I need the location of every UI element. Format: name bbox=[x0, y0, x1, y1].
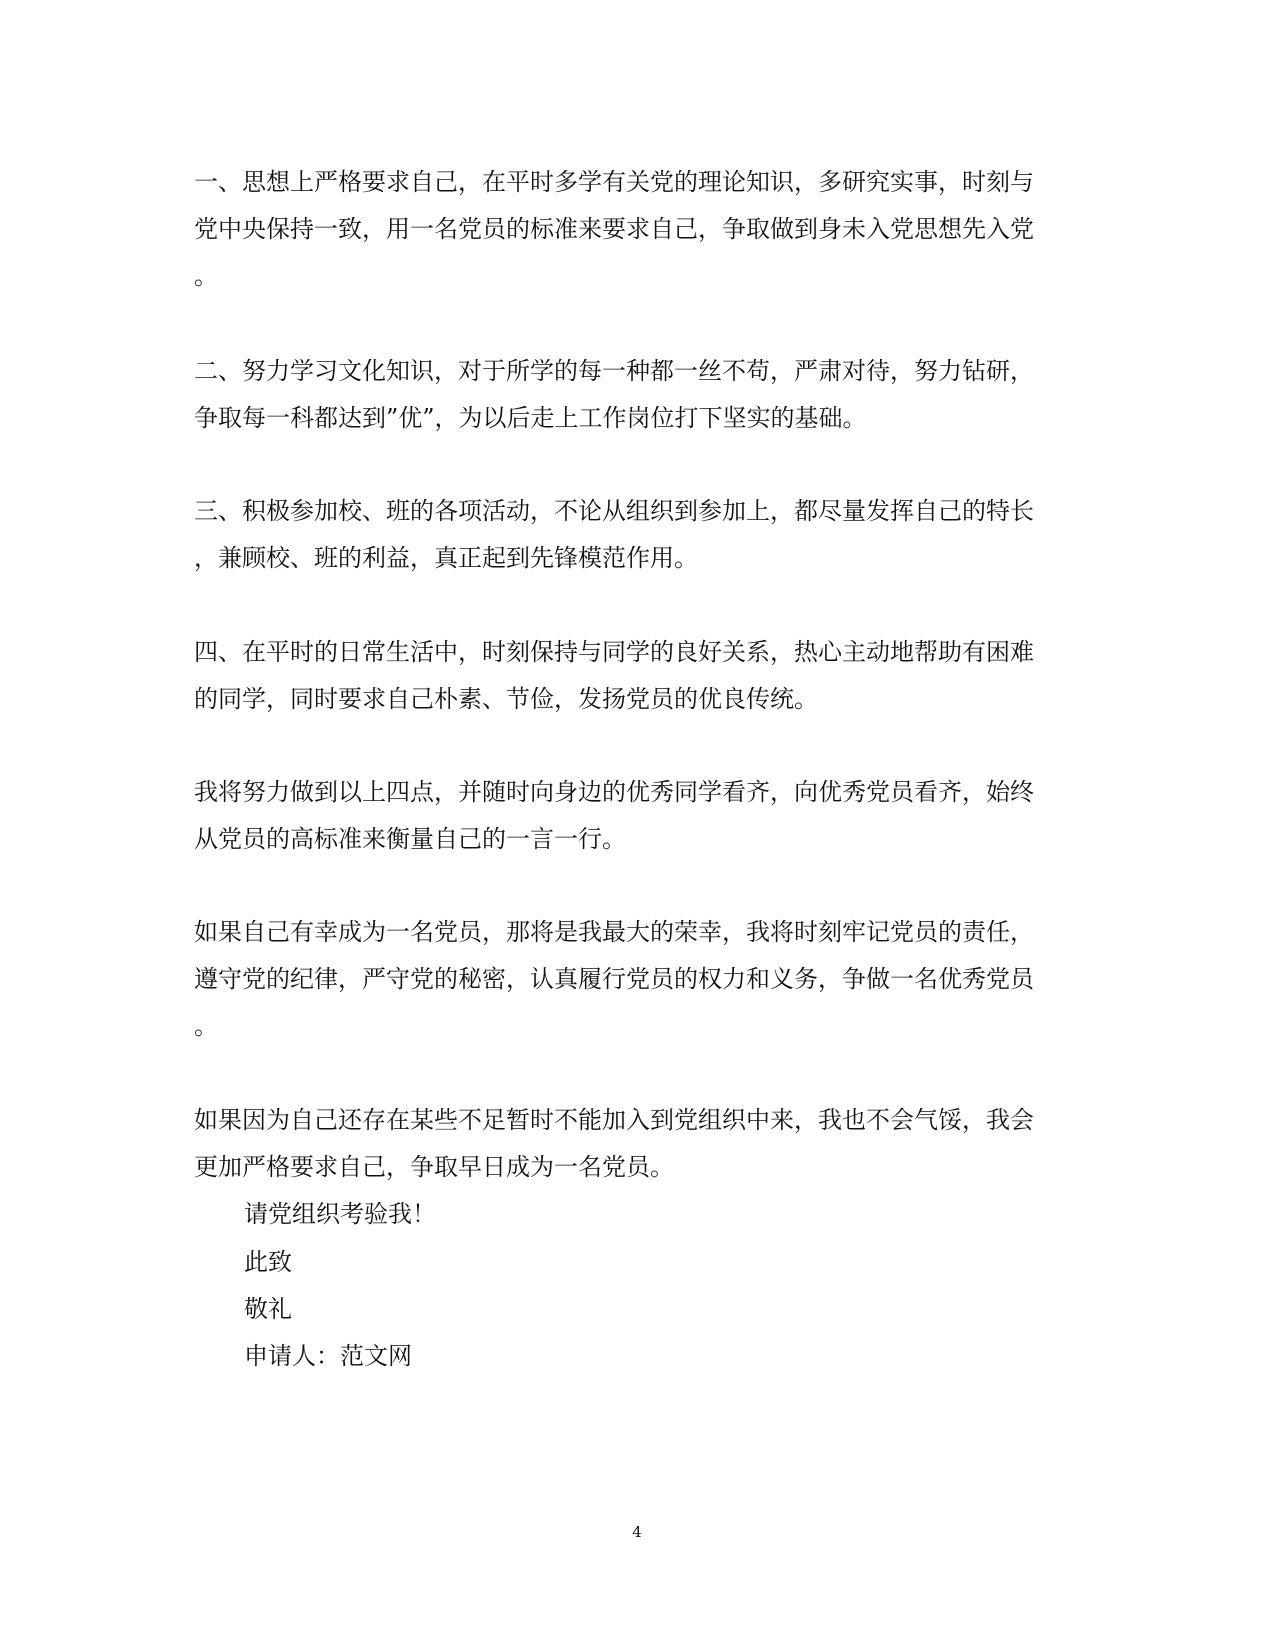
closing-greeting-1: 此致 bbox=[244, 1248, 292, 1276]
paragraph-line: 如果自己有幸成为一名党员，那将是我最大的荣幸，我将时刻牢记党员的责任， bbox=[194, 918, 1034, 946]
paragraph-line: 党中央保持一致，用一名党员的标准来要求自己，争取做到身未入党思想先入党 bbox=[194, 215, 1034, 243]
applicant-signature: 申请人：范文网 bbox=[244, 1342, 412, 1370]
paragraph-line: 更加严格要求自己，争取早日成为一名党员。 bbox=[194, 1153, 674, 1181]
paragraph-line: 三、积极参加校、班的各项活动，不论从组织到参加上，都尽量发挥自己的特长 bbox=[194, 497, 1034, 525]
paragraph-line: 从党员的高标准来衡量自己的一言一行。 bbox=[194, 825, 626, 853]
page-number: 4 bbox=[632, 1523, 642, 1541]
paragraph-line: 如果因为自己还存在某些不足暂时不能加入到党组织中来，我也不会气馁，我会 bbox=[194, 1106, 1034, 1134]
paragraph-line: 遵守党的纪律，严守党的秘密，认真履行党员的权力和义务，争做一名优秀党员 bbox=[194, 965, 1034, 993]
closing-greeting-2: 敬礼 bbox=[244, 1295, 292, 1323]
paragraph-line: ，兼顾校、班的利益，真正起到先锋模范作用。 bbox=[194, 544, 698, 572]
paragraph-line: 。 bbox=[194, 262, 218, 290]
paragraph-line: 争取每一科都达到”优”，为以后走上工作岗位打下坚实的基础。 bbox=[194, 404, 867, 432]
paragraph-line: 。 bbox=[194, 1012, 218, 1040]
paragraph-line: 四、在平时的日常生活中，时刻保持与同学的良好关系，热心主动地帮助有困难 bbox=[194, 638, 1034, 666]
closing-request: 请党组织考验我！ bbox=[244, 1200, 436, 1228]
paragraph-line: 的同学，同时要求自己朴素、节俭，发扬党员的优良传统。 bbox=[194, 685, 818, 713]
paragraph-line: 我将努力做到以上四点，并随时向身边的优秀同学看齐，向优秀党员看齐，始终 bbox=[194, 778, 1034, 806]
paragraph-line: 二、努力学习文化知识，对于所学的每一种都一丝不苟，严肃对待，努力钻研， bbox=[194, 357, 1034, 385]
paragraph-line: 一、思想上严格要求自己，在平时多学有关党的理论知识，多研究实事，时刻与 bbox=[194, 168, 1034, 196]
